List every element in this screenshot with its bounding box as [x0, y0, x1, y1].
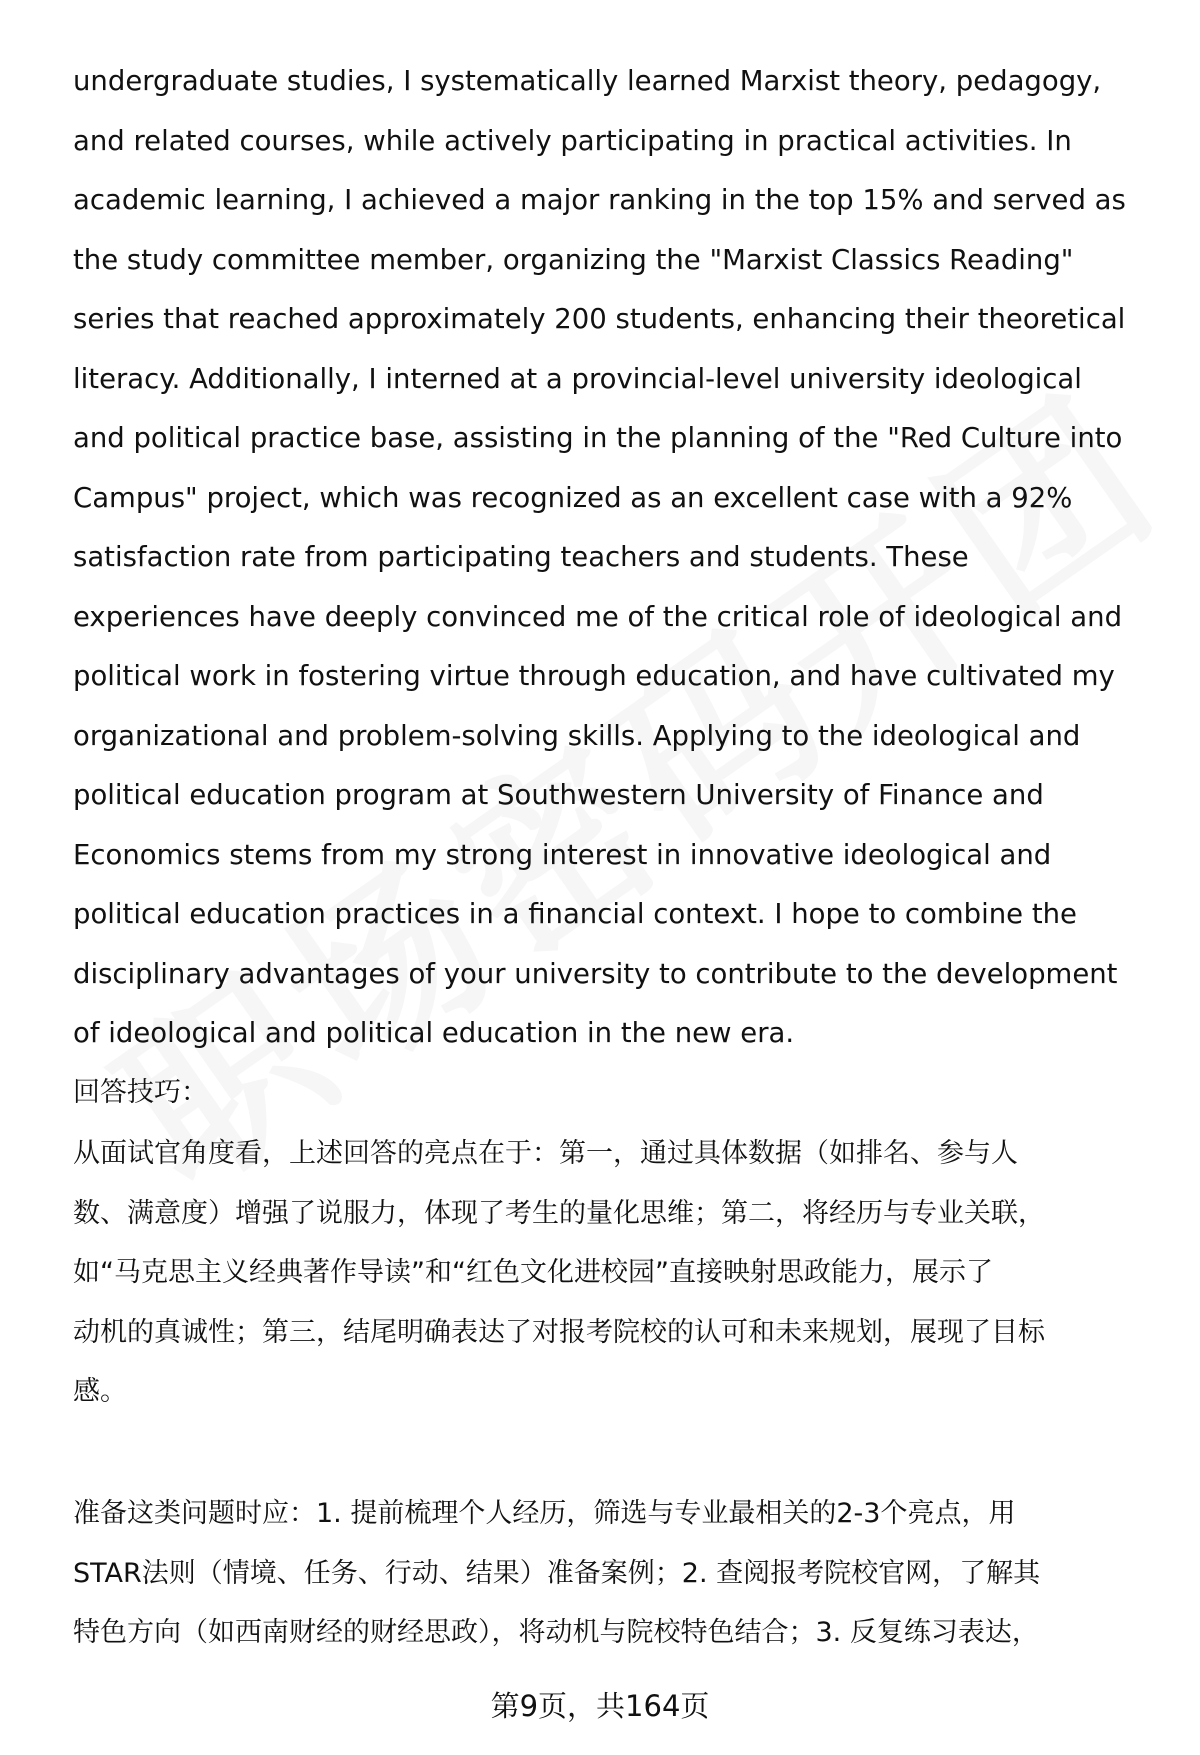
- paragraph-line: 数、满意度）增强了说服力，体现了考生的量化思维；第二，将经历与专业关联，: [73, 1197, 1045, 1229]
- paragraph-line: 特色方向（如西南财经的财经思政），将动机与院校特色结合；3. 反复练习表达，: [73, 1617, 1039, 1648]
- tips-heading: 回答技巧：: [73, 1077, 208, 1108]
- paragraph-line: 如“马克思主义经典著作导读”和“红色文化进校园”直接映射思政能力，展示了: [73, 1257, 993, 1288]
- paragraph-line: political education program at Southwestern University of Finance and: [73, 779, 1044, 811]
- paragraph-line: 准备这类问题时应：1. 提前梳理个人经历，筛选与专业最相关的2-3个亮点，用: [73, 1498, 1016, 1529]
- paragraph-line: of ideological and political education in the new era.: [73, 1017, 795, 1049]
- paragraph-line: and related courses, while actively participating in practical activities. In: [73, 124, 1072, 157]
- preparation-paragraph: [73, 1484, 1153, 1663]
- paragraph-line: STAR法则（情境、任务、行动、结果）准备案例；2. 查阅报考院校官网，了解其: [73, 1557, 1041, 1589]
- paragraph-line: political education practices in a financial context. I hope to combine the: [73, 898, 1077, 930]
- paragraph-line: 感。: [73, 1376, 127, 1407]
- paragraph-line: disciplinary advantages of your university to contribute to the development: [73, 957, 1118, 990]
- paragraph-line: organizational and problem-solving skills. Applying to the ideological and: [73, 719, 1081, 752]
- paragraph-line: and political practice base, assisting in the planning of the "Red Culture into: [73, 422, 1123, 454]
- paragraph-line: 动机的真诚性；第三，结尾明确表达了对报考院校的认可和未来规划，展现了目标: [73, 1316, 1045, 1348]
- english-answer-paragraph: [73, 52, 1153, 1064]
- page-number-footer: 第9页，共164页: [490, 1689, 710, 1723]
- paragraph-line: experiences have deeply convinced me of the critical role of ideological and: [73, 600, 1123, 633]
- paragraph-line: 从面试官角度看，上述回答的亮点在于：第一，通过具体数据（如排名、参与人: [73, 1138, 1018, 1169]
- paragraph-line: academic learning, I achieved a major ranking in the top 15% and served as: [73, 184, 1126, 216]
- paragraph-line: the study committee member, organizing the "Marxist Classics Reading": [73, 243, 1074, 276]
- paragraph-line: political work in fostering virtue through education, and have cultivated my: [73, 660, 1115, 692]
- paragraph-line: undergraduate studies, I systematically learned Marxist theory, pedagogy,: [73, 65, 1102, 97]
- tips-paragraph: [73, 1124, 1153, 1422]
- paragraph-line: literacy. Additionally, I interned at a provincial-level university ideological: [73, 362, 1082, 395]
- paragraph-line: series that reached approximately 200 students, enhancing their theoretical: [73, 303, 1126, 335]
- paragraph-line: satisfaction rate from participating teachers and students. These: [73, 541, 969, 573]
- paragraph-line: Economics stems from my strong interest in innovative ideological and: [73, 838, 1052, 871]
- paragraph-line: Campus" project, which was recognized as an excellent case with a 92%: [73, 481, 1073, 514]
